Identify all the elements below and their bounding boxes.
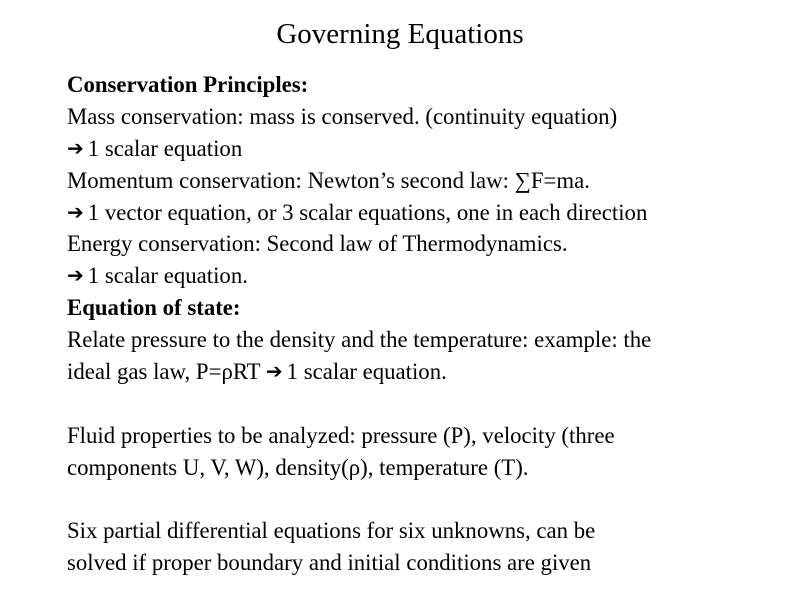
conservation-principles-heading: Conservation Principles: xyxy=(67,72,309,97)
equation-of-state-text-1: Relate pressure to the density and the temperature: example: the xyxy=(67,327,652,353)
energy-result-text: 1 scalar equation. xyxy=(87,263,248,289)
energy-conservation-result xyxy=(67,260,792,292)
momentum-conservation-result xyxy=(67,197,792,229)
fluid-properties-text-2: components U, V, W), density(ρ), temperature (T). xyxy=(67,454,529,480)
energy-conservation-text: Energy conservation: Second law of Thermodynamics. xyxy=(67,231,568,257)
right-arrow-icon: ➔ xyxy=(67,263,84,288)
equation-of-state-text-2 xyxy=(67,356,792,388)
spacer xyxy=(67,388,792,420)
slide-body xyxy=(67,69,792,579)
mass-conservation-text: Mass conservation: mass is conserved. (continuity equation) xyxy=(67,103,618,129)
momentum-conservation-text: Momentum conservation: Newton’s second law: ∑F=ma. xyxy=(67,167,590,193)
state-result-text: 1 scalar equation. xyxy=(286,359,447,385)
right-arrow-icon: ➔ xyxy=(67,135,84,160)
ideal-gas-law-text: ideal gas law, P=ρRT xyxy=(67,359,261,385)
slide-title: Governing Equations xyxy=(276,18,524,50)
summary-text-1: Six partial differential equations for six unknowns, can be xyxy=(67,518,596,544)
right-arrow-icon: ➔ xyxy=(265,359,283,384)
mass-result-text: 1 scalar equation xyxy=(87,135,243,161)
momentum-result-text: 1 vector equation, or 3 scalar equations, one in each direction xyxy=(87,199,648,225)
fluid-properties-text-1: Fluid properties to be analyzed: pressure (P), velocity (three xyxy=(67,422,615,448)
mass-conservation-result xyxy=(67,133,792,165)
spacer xyxy=(67,484,792,516)
equation-of-state-heading: Equation of state: xyxy=(67,295,241,321)
summary-text-2: solved if proper boundary and initial conditions are given xyxy=(67,550,592,576)
right-arrow-icon: ➔ xyxy=(67,199,84,224)
